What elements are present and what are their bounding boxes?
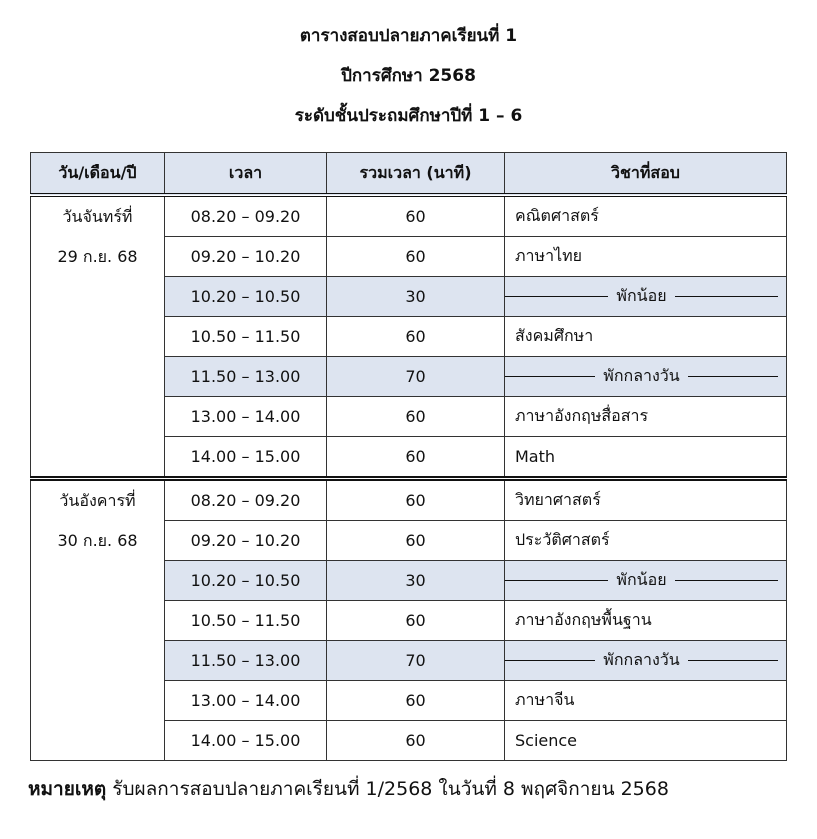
subject-cell: ภาษาอังกฤษสื่อสาร <box>505 397 787 437</box>
time-cell: 10.50 – 11.50 <box>165 317 327 357</box>
footnote <box>28 774 669 804</box>
minutes-cell: 60 <box>327 437 505 479</box>
time-cell: 10.20 – 10.50 <box>165 277 327 317</box>
minutes-cell: 60 <box>327 317 505 357</box>
minutes-cell: 70 <box>327 357 505 397</box>
minutes-cell: 30 <box>327 277 505 317</box>
time-cell: 08.20 – 09.20 <box>165 479 327 521</box>
column-header-minutes: รวมเวลา (นาที) <box>327 153 505 196</box>
rule-left <box>505 376 595 377</box>
minutes-cell: 60 <box>327 237 505 277</box>
column-header-time: เวลา <box>165 153 327 196</box>
minutes-cell: 60 <box>327 479 505 521</box>
day-label: วันจันทร์ที่ <box>62 207 133 226</box>
footnote-label: หมายเหตุ <box>28 778 107 800</box>
subject-cell: วิทยาศาสตร์ <box>505 479 787 521</box>
title-line-2: ปีการศึกษา 2568 <box>341 66 476 86</box>
break-label-line <box>505 648 786 673</box>
date-label: 29 ก.ย. 68 <box>57 247 138 266</box>
minutes-cell: 60 <box>327 681 505 721</box>
subject-cell: ภาษาจีน <box>505 681 787 721</box>
table-row <box>31 195 787 237</box>
time-cell: 14.00 – 15.00 <box>165 437 327 479</box>
date-label: 30 ก.ย. 68 <box>57 531 138 550</box>
rule-left <box>505 660 595 661</box>
minutes-cell: 70 <box>327 641 505 681</box>
time-cell: 08.20 – 09.20 <box>165 195 327 237</box>
time-cell: 10.20 – 10.50 <box>165 561 327 601</box>
minutes-cell: 60 <box>327 521 505 561</box>
time-cell: 11.50 – 13.00 <box>165 357 327 397</box>
subject-cell: คณิตศาสตร์ <box>505 195 787 237</box>
day-group-tuesday <box>31 479 787 761</box>
column-header-subject: วิชาที่สอบ <box>505 153 787 196</box>
rule-left <box>505 580 608 581</box>
minutes-cell: 60 <box>327 601 505 641</box>
subject-cell: สังคมศึกษา <box>505 317 787 357</box>
break-label-line <box>505 568 786 593</box>
day-cell <box>31 479 165 761</box>
subject-cell: ประวัติศาสตร์ <box>505 521 787 561</box>
break-label-line <box>505 364 786 389</box>
minutes-cell: 60 <box>327 397 505 437</box>
subject-cell: ภาษาอังกฤษพื้นฐาน <box>505 601 787 641</box>
subject-cell: Science <box>505 721 787 761</box>
table-row <box>31 479 787 521</box>
document-title-block <box>0 20 817 140</box>
break-label: พักน้อย <box>616 570 667 589</box>
subject-cell: ภาษาไทย <box>505 237 787 277</box>
break-cell <box>505 561 787 601</box>
time-cell: 13.00 – 14.00 <box>165 681 327 721</box>
break-label-line <box>505 284 786 309</box>
rule-right <box>675 296 778 297</box>
rule-right <box>675 580 778 581</box>
time-cell: 14.00 – 15.00 <box>165 721 327 761</box>
subject-cell: Math <box>505 437 787 479</box>
break-label: พักกลางวัน <box>603 650 680 669</box>
minutes-cell: 60 <box>327 721 505 761</box>
time-cell: 11.50 – 13.00 <box>165 641 327 681</box>
minutes-cell: 30 <box>327 561 505 601</box>
rule-left <box>505 296 608 297</box>
break-cell <box>505 641 787 681</box>
day-cell <box>31 195 165 479</box>
break-cell <box>505 357 787 397</box>
break-cell <box>505 277 787 317</box>
table-header-row <box>31 153 787 196</box>
day-label: วันอังคารที่ <box>59 491 136 510</box>
title-line-3: ระดับชั้นประถมศึกษาปีที่ 1 – 6 <box>294 106 523 126</box>
break-label: พักกลางวัน <box>603 366 680 385</box>
column-header-date: วัน/เดือน/ปี <box>31 153 165 196</box>
rule-right <box>688 660 778 661</box>
exam-schedule-table <box>30 152 787 761</box>
time-cell: 10.50 – 11.50 <box>165 601 327 641</box>
time-cell: 09.20 – 10.20 <box>165 237 327 277</box>
time-cell: 13.00 – 14.00 <box>165 397 327 437</box>
day-group-monday <box>31 195 787 479</box>
rule-right <box>688 376 778 377</box>
minutes-cell: 60 <box>327 195 505 237</box>
footnote-text: รับผลการสอบปลายภาคเรียนที่ 1/2568 ในวันที่ 8 พฤศจิกายน 2568 <box>106 778 669 800</box>
break-label: พักน้อย <box>616 286 667 305</box>
time-cell: 09.20 – 10.20 <box>165 521 327 561</box>
title-line-1: ตารางสอบปลายภาคเรียนที่ 1 <box>299 26 518 46</box>
